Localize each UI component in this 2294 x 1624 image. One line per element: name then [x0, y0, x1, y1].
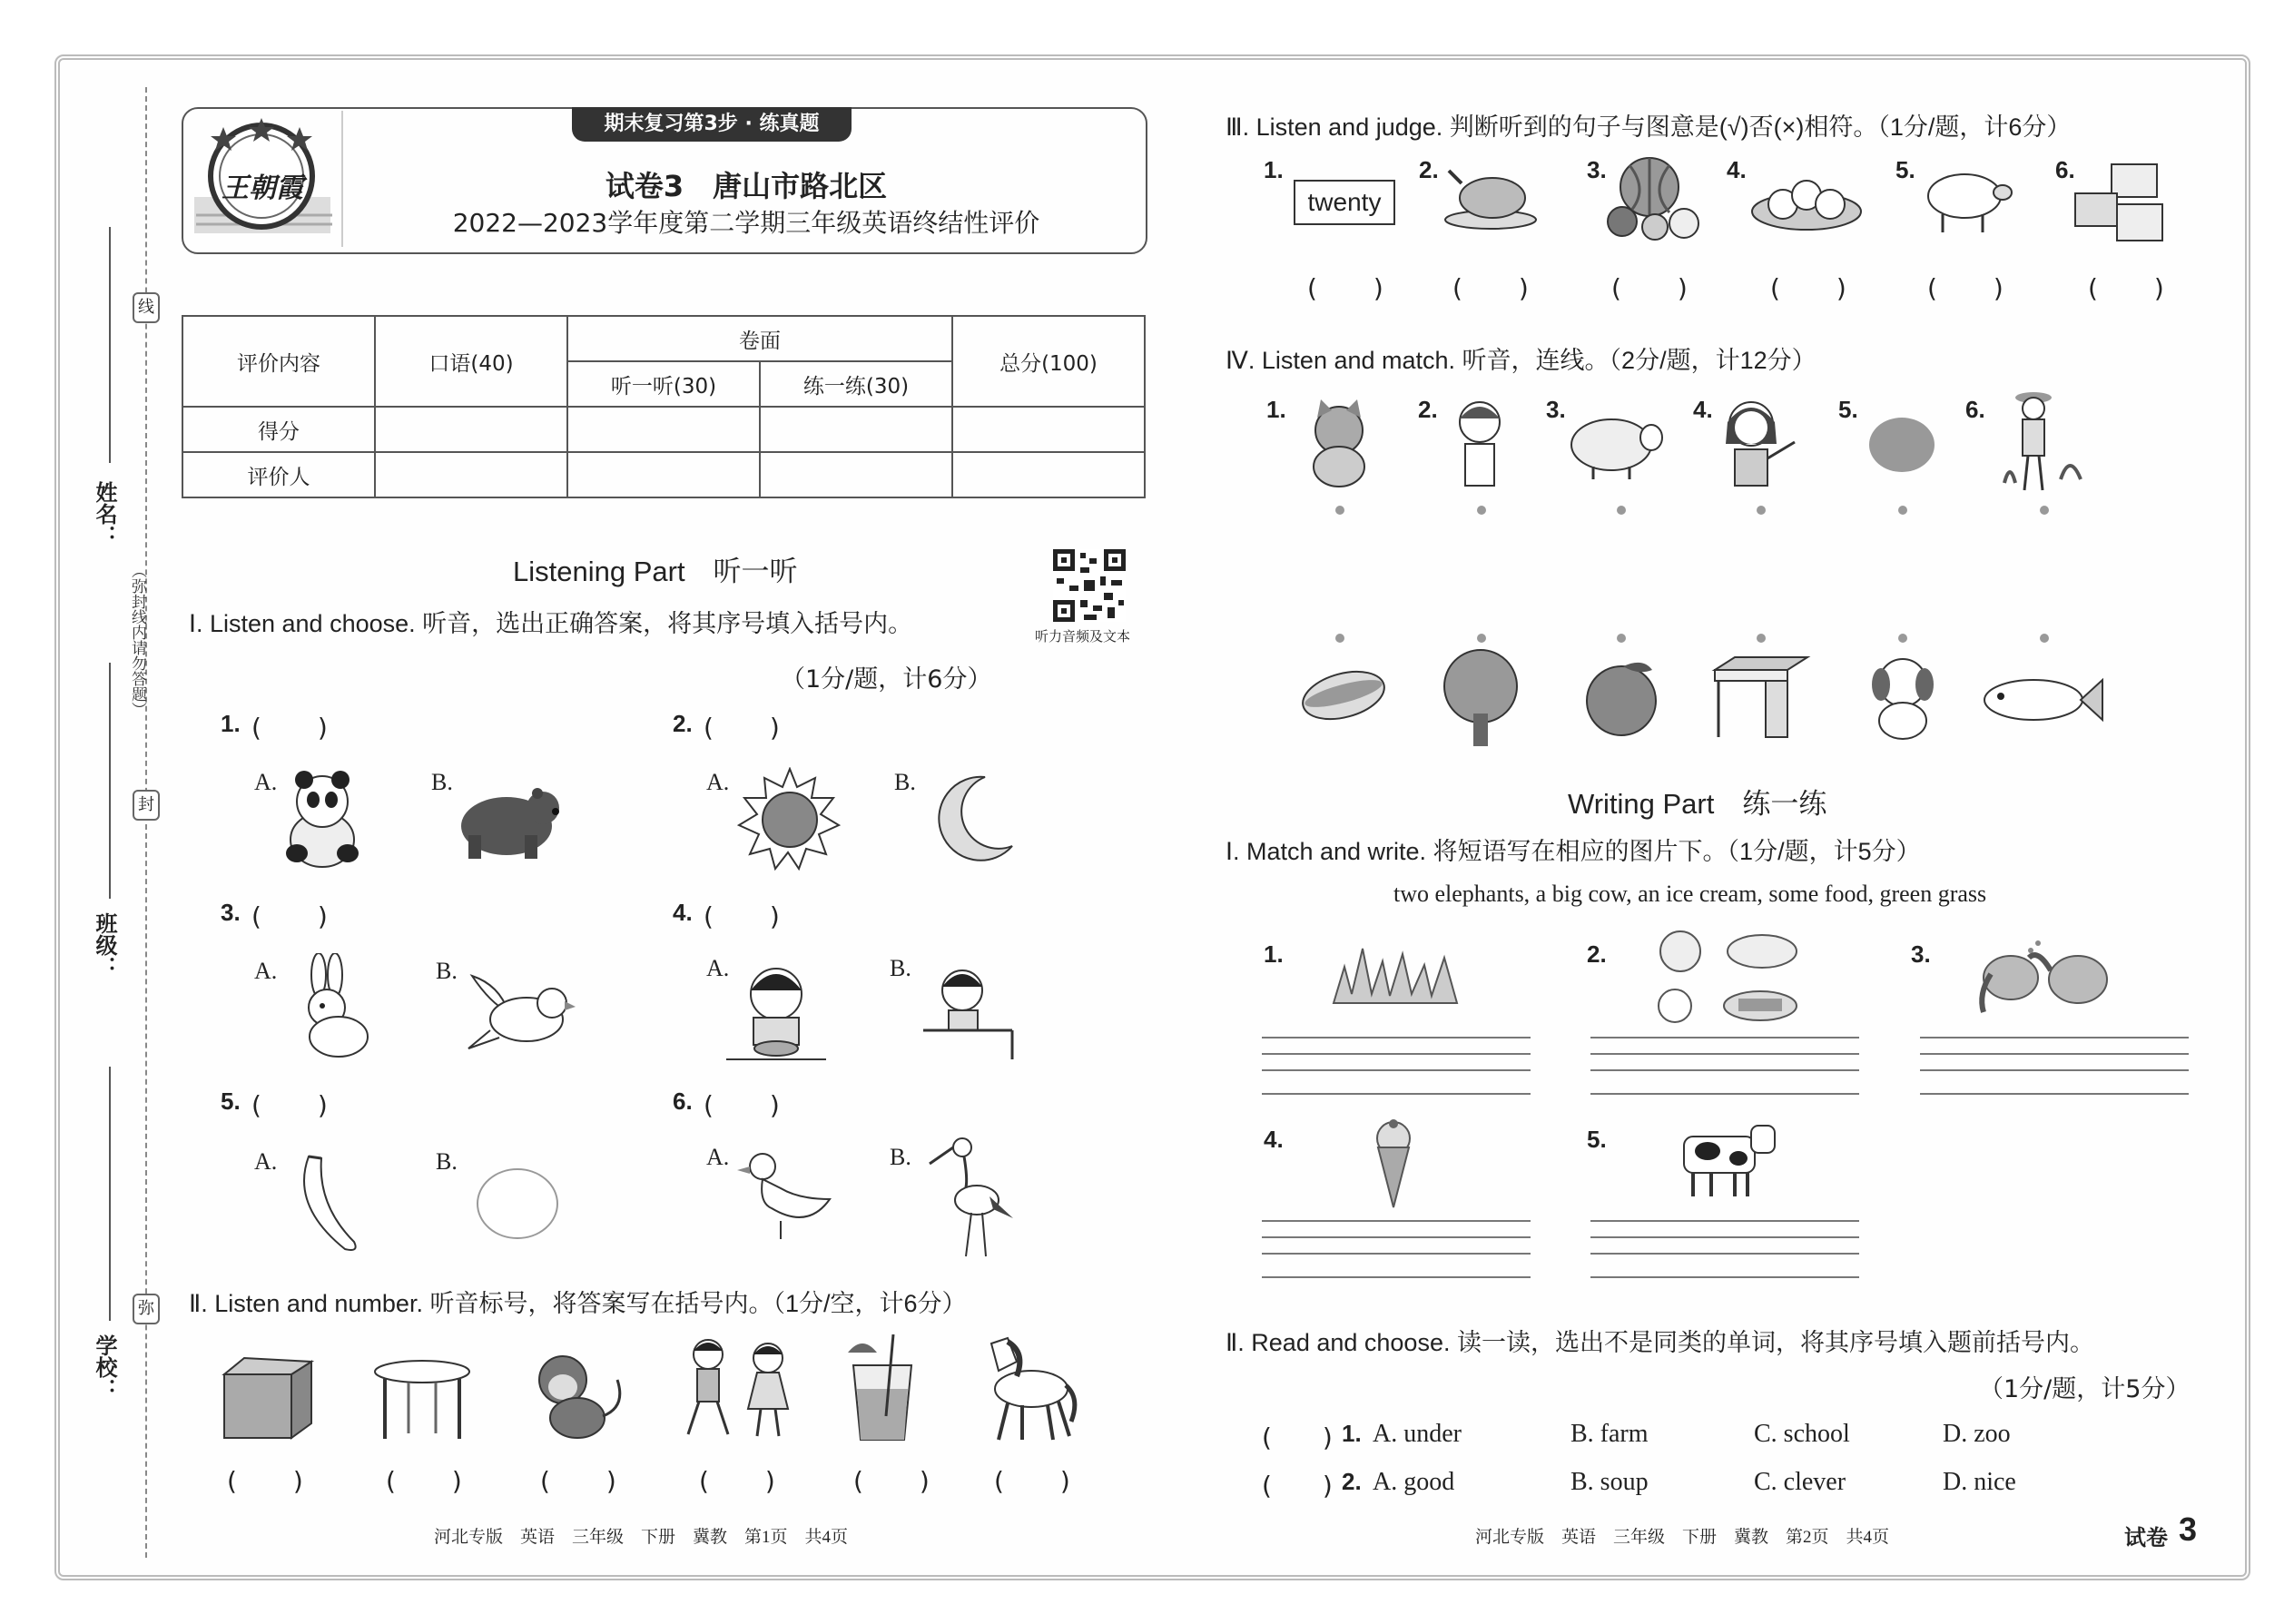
monkey-image[interactable]	[527, 1343, 631, 1443]
score-table	[182, 315, 1146, 498]
s4-num-2: 2.	[1418, 396, 1438, 423]
q2-opt-a: A.	[706, 769, 730, 795]
q1-blank[interactable]: ( )	[251, 713, 330, 743]
row-score: 得分	[182, 407, 375, 452]
q3-opt-a: A.	[254, 958, 278, 984]
judge-blank-3[interactable]: ( )	[1611, 273, 1689, 303]
writing-heading: Writing Part 练一练	[1568, 788, 1827, 820]
th-listen: 听一听(30)	[567, 361, 760, 407]
hotdog-image[interactable]	[1298, 663, 1389, 726]
q3-number: 3.	[221, 899, 241, 926]
w2-num: 2.	[1342, 1468, 1362, 1495]
w2-points: （1分/题，计5分）	[1979, 1375, 2191, 1403]
listening-heading: Listening Part 听一听	[513, 556, 798, 587]
number-blank-3[interactable]: ( )	[540, 1466, 618, 1496]
w2-option-a: A. good	[1373, 1468, 1455, 1496]
sun-image[interactable]	[735, 767, 844, 871]
score-cell[interactable]	[760, 407, 952, 452]
fish-image[interactable]	[1979, 667, 2106, 731]
w2-option-a: A. under	[1373, 1420, 1462, 1448]
s4-num-5: 5.	[1838, 396, 1858, 423]
match-dot-bottom[interactable]	[1757, 634, 1766, 643]
match-dot-top[interactable]	[1898, 506, 1907, 515]
judge-blank-4[interactable]: ( )	[1770, 273, 1848, 303]
moon-image[interactable]	[930, 773, 1017, 864]
sheep-image[interactable]	[1566, 408, 1666, 481]
qr-code[interactable]	[1053, 549, 1126, 622]
lemon-image[interactable]	[472, 1162, 563, 1244]
s4-num-3: 3.	[1546, 396, 1566, 423]
s3-num-6: 6.	[2055, 156, 2075, 183]
judge-blank-5[interactable]: ( )	[1927, 273, 2005, 303]
cat-image[interactable]	[1294, 399, 1384, 490]
grader-cell[interactable]	[952, 452, 1145, 497]
crane-image[interactable]	[926, 1137, 1017, 1259]
horse-image[interactable]	[971, 1334, 1080, 1443]
s3-num-3: 3.	[1587, 156, 1607, 183]
binding-label-feng: 封	[133, 790, 160, 821]
table-image[interactable]	[372, 1357, 472, 1443]
potato-image[interactable]	[1866, 413, 1938, 477]
rabbit-image[interactable]	[286, 953, 377, 1062]
grader-cell[interactable]	[375, 452, 567, 497]
girl-image[interactable]	[1711, 395, 1802, 490]
pig-image[interactable]	[1915, 163, 2015, 236]
header-box	[182, 107, 1147, 254]
row-grader: 评价人	[182, 452, 375, 497]
grader-cell[interactable]	[567, 452, 760, 497]
number-blank-5[interactable]: ( )	[853, 1466, 931, 1496]
score-cell[interactable]	[567, 407, 760, 452]
w2-option-b: B. soup	[1570, 1468, 1649, 1496]
q4-blank[interactable]: ( )	[704, 901, 782, 931]
box-image[interactable]	[221, 1354, 316, 1441]
q1-opt-b: B.	[431, 769, 453, 795]
match-dot-top[interactable]	[1757, 506, 1766, 515]
w2-blank[interactable]: ( )	[1262, 1471, 1333, 1501]
number-blank-6[interactable]: ( )	[994, 1466, 1072, 1496]
s4-num-4: 4.	[1693, 396, 1713, 423]
match-dot-top[interactable]	[1477, 506, 1486, 515]
s3-num-1: 1.	[1264, 156, 1284, 183]
review-badge: 期末复习第3步 · 练真题	[572, 107, 852, 142]
s4-num-1: 1.	[1266, 396, 1286, 423]
paper-title: 试卷3 唐山市路北区	[605, 169, 888, 203]
class-field[interactable]	[109, 663, 111, 899]
q5-blank[interactable]: ( )	[251, 1090, 330, 1120]
s3-title: Ⅲ. Listen and judge. 判断听到的句子与图意是(√)否(×)相符。（1分/题，计6分）	[1226, 113, 2072, 141]
w1-num-2: 2.	[1587, 940, 1607, 968]
bird-image[interactable]	[463, 958, 576, 1058]
w2-blank[interactable]: ( )	[1262, 1422, 1333, 1452]
score-cell[interactable]	[952, 407, 1145, 452]
s3-num-4: 4.	[1727, 156, 1747, 183]
girl-desk-image[interactable]	[921, 958, 1021, 1062]
binding-note: （弥封线内请勿答题）	[128, 563, 146, 717]
q6-blank[interactable]: ( )	[704, 1090, 782, 1120]
footer-left: 河北专版 英语 三年级 下册 冀教 第1页 共4页	[434, 1528, 849, 1547]
match-dot-bottom[interactable]	[1477, 634, 1486, 643]
w2-option-c: C. school	[1754, 1420, 1850, 1448]
judge-blank-2[interactable]: ( )	[1452, 273, 1531, 303]
q1-opt-a: A.	[254, 769, 278, 795]
number-blank-4[interactable]: ( )	[699, 1466, 777, 1496]
match-dot-top[interactable]	[1617, 506, 1626, 515]
w1-title: Ⅰ. Match and write. 将短语写在相应的图片下。（1分/题，计5分）	[1226, 838, 1921, 865]
number-blank-2[interactable]: ( )	[386, 1466, 464, 1496]
word-card-twenty[interactable]: twenty	[1294, 180, 1395, 225]
w2-option-c: C. clever	[1754, 1468, 1846, 1496]
w2-num: 1.	[1342, 1420, 1362, 1447]
grass-image[interactable]	[1330, 940, 1462, 1008]
match-dot-bottom[interactable]	[1617, 634, 1626, 643]
s4-num-6: 6.	[1965, 396, 1985, 423]
match-dot-top[interactable]	[2040, 506, 2049, 515]
fruit-pile-image[interactable]	[1602, 154, 1702, 241]
q5-number: 5.	[221, 1088, 241, 1115]
food-image[interactable]	[1648, 928, 1802, 1028]
juice-image[interactable]	[844, 1334, 926, 1443]
q4-opt-b: B.	[890, 955, 911, 981]
match-dot-top[interactable]	[1335, 506, 1344, 515]
w2-option-d: D. zoo	[1943, 1420, 2011, 1448]
children-image[interactable]	[672, 1334, 808, 1443]
boy-image[interactable]	[1443, 395, 1516, 490]
w1-num-1: 1.	[1264, 940, 1284, 968]
desk-image[interactable]	[1711, 654, 1811, 740]
match-dot-bottom[interactable]	[1898, 634, 1907, 643]
q4-number: 4.	[673, 899, 693, 926]
chicken-dish-image[interactable]	[1443, 163, 1539, 231]
boxes-image[interactable]	[2072, 159, 2167, 245]
paper-subtitle: 2022—2023学年度第二学期三年级英语终结性评价	[452, 208, 1040, 238]
th-eval-content: 评价内容	[182, 316, 375, 407]
q1-number: 1.	[221, 710, 241, 737]
listen-s1-title: Ⅰ. Listen and choose. 听音，选出正确答案，将其序号填入括号内。	[189, 610, 913, 637]
w1-phrases: two elephants, a big cow, an ice cream, some food, green grass	[1393, 881, 1987, 907]
binding-label-mi: 弥	[133, 1294, 160, 1324]
name-field[interactable]	[109, 227, 111, 463]
apple-image[interactable]	[1580, 654, 1666, 740]
q3-blank[interactable]: ( )	[251, 901, 330, 931]
q4-opt-a: A.	[706, 955, 730, 981]
bear-image[interactable]	[454, 781, 563, 862]
score-cell[interactable]	[375, 407, 567, 452]
class-label: 班级：	[92, 912, 117, 978]
th-practice: 练一练(30)	[760, 361, 952, 407]
w2-option-b: B. farm	[1570, 1420, 1649, 1448]
name-label: 姓名：	[92, 481, 117, 546]
th-paper: 卷面	[567, 316, 952, 361]
q2-blank[interactable]: ( )	[704, 713, 782, 743]
dog-image[interactable]	[1861, 654, 1947, 744]
q6-opt-b: B.	[890, 1144, 911, 1170]
w2-option-d: D. nice	[1943, 1468, 2016, 1496]
q2-opt-b: B.	[894, 769, 916, 795]
w1-num-4: 4.	[1264, 1126, 1284, 1153]
paper-number: 3	[2179, 1511, 2198, 1548]
logo	[187, 111, 343, 247]
th-oral: 口语(40)	[375, 316, 567, 407]
w1-num-3: 3.	[1911, 940, 1931, 968]
q6-number: 6.	[673, 1088, 693, 1115]
elephants-image[interactable]	[1974, 930, 2115, 1017]
judge-blank-6[interactable]: ( )	[2088, 273, 2166, 303]
paper-label: 试卷	[2124, 1525, 2168, 1550]
w1-num-5: 5.	[1587, 1126, 1607, 1153]
q5-opt-a: A.	[254, 1148, 278, 1175]
grader-cell[interactable]	[760, 452, 952, 497]
school-field[interactable]	[109, 1067, 111, 1321]
footer-right: 河北专版 英语 三年级 下册 冀教 第2页 共4页	[1475, 1528, 1890, 1547]
duck-image[interactable]	[735, 1148, 835, 1244]
cow-image[interactable]	[1675, 1118, 1779, 1200]
banana-image[interactable]	[290, 1151, 372, 1255]
match-dot-bottom[interactable]	[2040, 634, 2049, 643]
farmer-image[interactable]	[1997, 389, 2088, 497]
logo-text: 王朝霞	[222, 173, 303, 203]
q3-opt-b: B.	[436, 958, 458, 984]
match-dot-bottom[interactable]	[1335, 634, 1344, 643]
number-blank-1[interactable]: ( )	[227, 1466, 305, 1496]
q5-opt-b: B.	[436, 1148, 458, 1175]
listen-s2-title: Ⅱ. Listen and number. 听音标号，将答案写在括号内。（1分/空，计6分）	[189, 1290, 967, 1317]
q2-number: 2.	[673, 710, 693, 737]
th-total: 总分(100)	[952, 316, 1145, 407]
girl-eating-image[interactable]	[726, 958, 826, 1062]
s3-num-2: 2.	[1419, 156, 1439, 183]
q6-opt-a: A.	[706, 1144, 730, 1170]
tree-image[interactable]	[1439, 645, 1525, 749]
panda-image[interactable]	[277, 767, 368, 871]
icecream-image[interactable]	[1371, 1118, 1416, 1209]
qr-caption: 听力音频及文本	[1035, 628, 1131, 645]
buns-image[interactable]	[1750, 168, 1864, 231]
s4-title: Ⅳ. Listen and match. 听音，连线。（2分/题，计12分）	[1226, 347, 1816, 374]
binding-label-xian: 线	[133, 292, 160, 323]
listen-s1-points: （1分/题，计6分）	[781, 665, 992, 694]
judge-blank-1[interactable]: ( )	[1307, 273, 1385, 303]
s3-num-5: 5.	[1895, 156, 1915, 183]
school-label: 学校：	[92, 1334, 117, 1400]
w2-title: Ⅱ. Read and choose. 读一读，选出不是同类的单词，将其序号填入题前括号内。	[1226, 1329, 2094, 1356]
